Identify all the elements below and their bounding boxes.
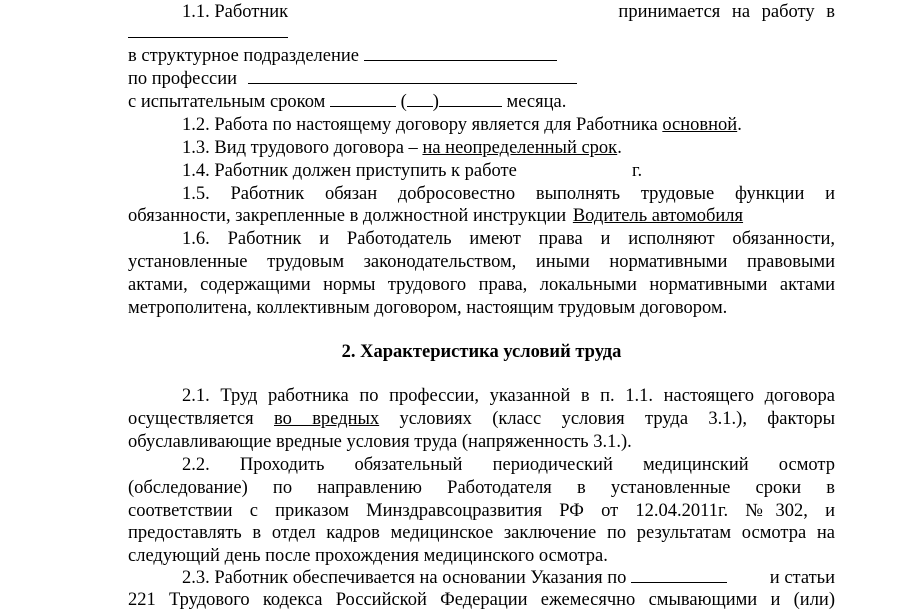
trial-period-label: с испытательным сроком <box>128 92 326 112</box>
clause-1-1-number: 1.1. <box>182 2 210 22</box>
clause-2-3-line-1 <box>182 567 835 589</box>
section-2-title: 2. Характеристика условий труда <box>341 342 622 362</box>
clause-1-5-line-1: 1.5. Работник обязан добросовестно выполнять трудовые функции и <box>182 184 835 204</box>
profession-blank <box>248 68 577 84</box>
clause-1-6-line-1: 1.6. Работник и Работодатель имеют права и исполняют обязанности, <box>182 229 835 249</box>
clause-1-6-line-3: актами, содержащими нормы трудового права, локальными нормативными актами <box>128 275 835 295</box>
clause-1-6-line-4: метрополитена, коллективным договором, настоящим трудовым договором. <box>128 298 728 318</box>
clause-1-2 <box>182 114 835 136</box>
trial-months-label: месяца. <box>506 92 567 112</box>
clause-2-2-line-4: предоставлять в отдел кадров медицинское заключение по результатам осмотра на <box>128 523 835 543</box>
clause-2-1-text-b: условиях (класс условия труда 3.1.), факторы <box>399 409 835 429</box>
clause-2-2-line-3: соответствии с приказом Минздравсоцразвития РФ от 12.04.2011г. №302, и <box>128 501 835 521</box>
profession-label: по профессии <box>128 69 238 89</box>
clause-1-3-text: 1.3. Вид трудового договора – <box>182 138 418 158</box>
clause-1-2-value: основной <box>662 115 738 135</box>
clause-2-3-line-2: 221 Трудового кодекса Российской Федерации ежемесячно смывающими и (или) <box>128 590 835 610</box>
clause-2-1-line-2 <box>128 408 835 430</box>
clause-1-1-structural-unit <box>128 45 835 67</box>
clause-1-5-text: обязанности, закрепленные в должностной инструкции <box>128 206 567 226</box>
trial-period-blank <box>330 91 396 107</box>
clause-1-4-year: г. <box>632 161 643 181</box>
clause-1-2-text: 1.2. Работа по настоящему договору является для Работника <box>182 115 658 135</box>
clause-1-3-value: на неопределенный срок <box>422 138 618 158</box>
clause-2-2-line-5: следующий день после прохождения медицинского осмотра. <box>128 546 608 566</box>
structural-unit-label: в структурное подразделение <box>128 46 359 66</box>
clause-1-6-line-2: установленные трудовым законодательством, иными нормативными правовыми <box>128 252 835 272</box>
clause-1-4 <box>182 160 835 182</box>
clause-1-2-end: . <box>737 115 742 135</box>
trial-open-paren: ( <box>400 92 407 112</box>
clause-1-3-end: . <box>617 138 622 158</box>
clause-2-3-text-b: и статьи <box>769 568 835 588</box>
clause-1-1-worker: Работник <box>214 2 289 22</box>
clause-1-3 <box>182 137 835 159</box>
clause-1-1-trial-period <box>128 91 835 113</box>
trial-months-blank <box>439 91 502 107</box>
clause-1-1-line-1 <box>182 1 835 23</box>
clause-2-1-line-3: обуславливающие вредные условия труда (напряженность 3.1.). <box>128 432 632 452</box>
structural-unit-blank <box>364 45 557 61</box>
clause-1-1-hired: принимается на работу в <box>618 2 835 22</box>
clause-1-1-blank-row <box>128 22 835 44</box>
clause-2-1-text-a: осуществляется <box>128 409 254 429</box>
clause-2-3-text-a: 2.3. Работник обеспечивается на основании Указания по <box>182 568 627 588</box>
clause-1-4-text: 1.4. Работник должен приступить к работе <box>182 161 517 181</box>
clause-1-5-value: Водитель автомобиля <box>572 206 744 226</box>
trial-words-blank <box>407 91 433 107</box>
clause-2-1-value: во вредных <box>273 409 380 429</box>
clause-1-5-line-2 <box>128 205 835 227</box>
trial-close-paren: ) <box>432 92 439 112</box>
clause-1-1-profession <box>128 68 835 90</box>
clause-2-2-line-1: 2.2. Проходить обязательный периодический медицинский осмотр <box>182 455 835 475</box>
clause-2-2-line-2: (обследование) по направлению Работодателя в установленные сроки в <box>128 478 835 498</box>
employer-blank <box>128 22 288 38</box>
clause-2-1-line-1: 2.1. Труд работника по профессии, указанной в п. 1.1. настоящего договора <box>182 386 835 406</box>
clause-2-3-blank <box>631 567 727 583</box>
